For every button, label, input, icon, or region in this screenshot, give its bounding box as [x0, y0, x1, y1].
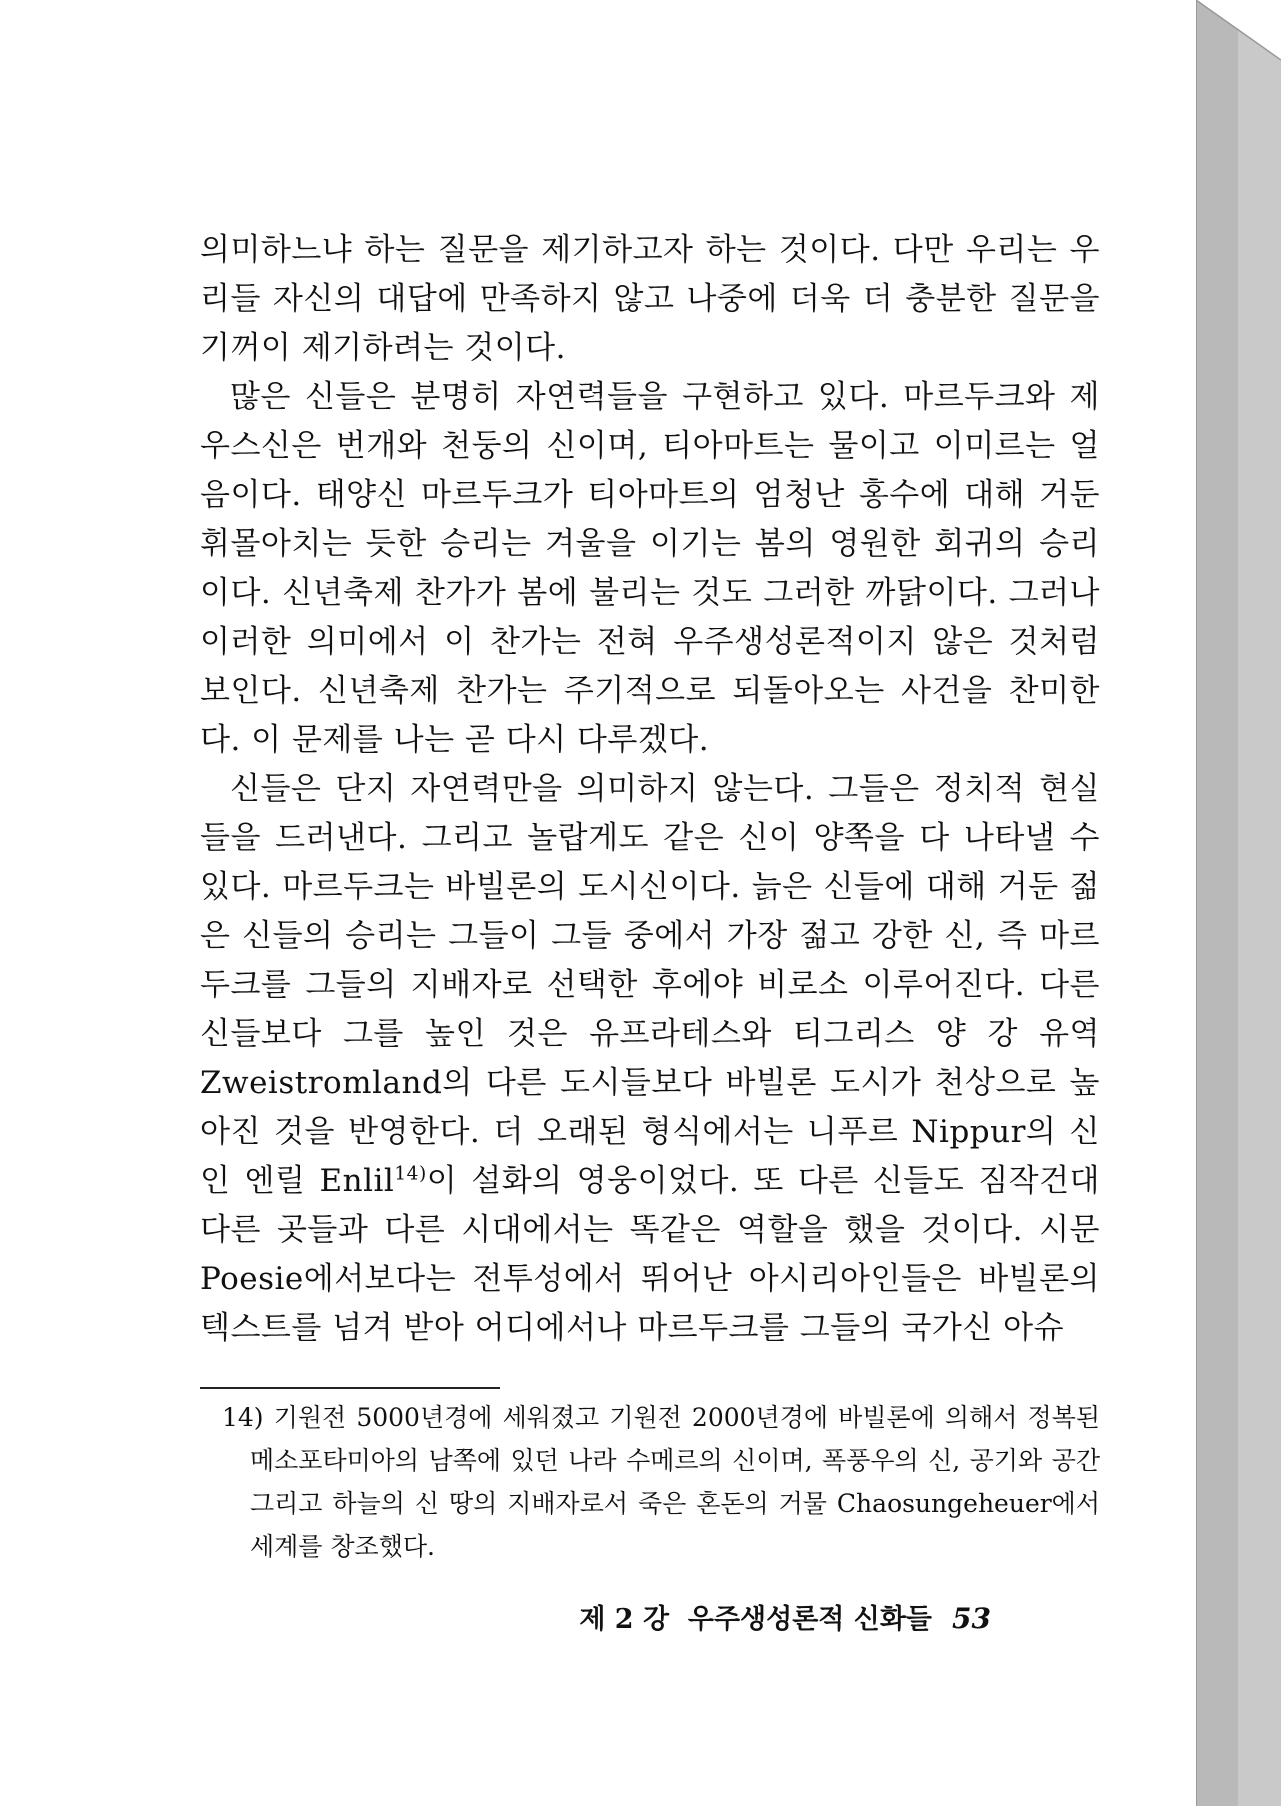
main-text — [200, 226, 1100, 1353]
footnote-14: 14) 기원전 5000년경에 세워졌고 기원전 2000년경에 바빌론에 의해서 정복된 메소포타미아의 남쪽에 있던 나라 수메르의 신이며, 폭풍우의 신, 공기와 공간 그리고 하늘의 신 땅의 지배자로서 죽은 혼돈의 거물 Chaosungeheuer에서 세계를 창조했다. — [222, 1403, 1100, 1561]
running-footer — [579, 1597, 991, 1636]
paragraph-3-part-2: 이 설화의 영웅이었다. 또 다른 신들도 짐작건대 다른 곳들과 다른 시대에서는 똑같은 역할을 했을 것이다. 시문 Poesie에서보다는 전투성에서 뛰어난 아시리아인들은 바빌론의 텍스트를 넘겨 받아 어디에서나 마르두크를 그들의 국가신 아슈 — [200, 1163, 1101, 1346]
paragraph-1: 의미하느냐 하는 질문을 제기하고자 하는 것이다. 다만 우리는 우리들 자신의 대답에 만족하지 않고 나중에 더욱 더 충분한 질문을 기꺼이 제기하려는 것이다. — [200, 232, 1100, 366]
paragraph-2: 많은 신들은 분명히 자연력들을 구현하고 있다. 마르두크와 제우스신은 번개와 천둥의 신이며, 티아마트는 물이고 이미르는 얼음이다. 태양신 마르두크가 티아마트의 엄청난 홍수에 대해 거둔 휘몰아치는 듯한 승리는 겨울을 이기는 봄의 영원한 회귀의 승리이다. 신년축제 찬가가 봄에 불리는 것도 그러한 까닭이다. 그러나 이러한 의미에서 이 찬가는 전혀 우주생성론적이지 않은 것처럼 보인다. 신년축제 찬가는 주기적으로 되돌아오는 사건을 찬미한다. 이 문제를 나는 곧 다시 다루겠다. — [200, 379, 1100, 758]
footnote-ref-14: 14) — [394, 1163, 427, 1185]
footnote-divider — [200, 1387, 500, 1389]
page-number: 53 — [952, 1602, 991, 1635]
paragraph-3-part-1: 신들은 단지 자연력만을 의미하지 않는다. 그들은 정치적 현실들을 드러낸다. 그리고 놀랍게도 같은 신이 양쪽을 다 나타낼 수 있다. 마르두크는 바빌론의 도시신이다. 늙은 신들에 대해 거둔 젊은 신들의 승리는 그들이 그들 중에서 가장 젊고 강한 신, 즉 마르두크를 그들의 지배자로 선택한 후에야 비로소 이루어진다. 다른 신들보다 그를 높인 것은 유프라테스와 티그리스 양 강 유역 Zweistromland의 다른 도시들보다 바빌론 도시가 천상으로 높아진 것을 반영한다. 더 오래된 형식에서는 니푸르 Nippur의 신인 엔릴 Enlil — [200, 771, 1100, 1199]
footnotes — [222, 1396, 1100, 1568]
chapter-title: 제 2 강 우주생성론적 신화들 — [579, 1604, 933, 1635]
paragraph-3 — [200, 765, 1100, 1353]
